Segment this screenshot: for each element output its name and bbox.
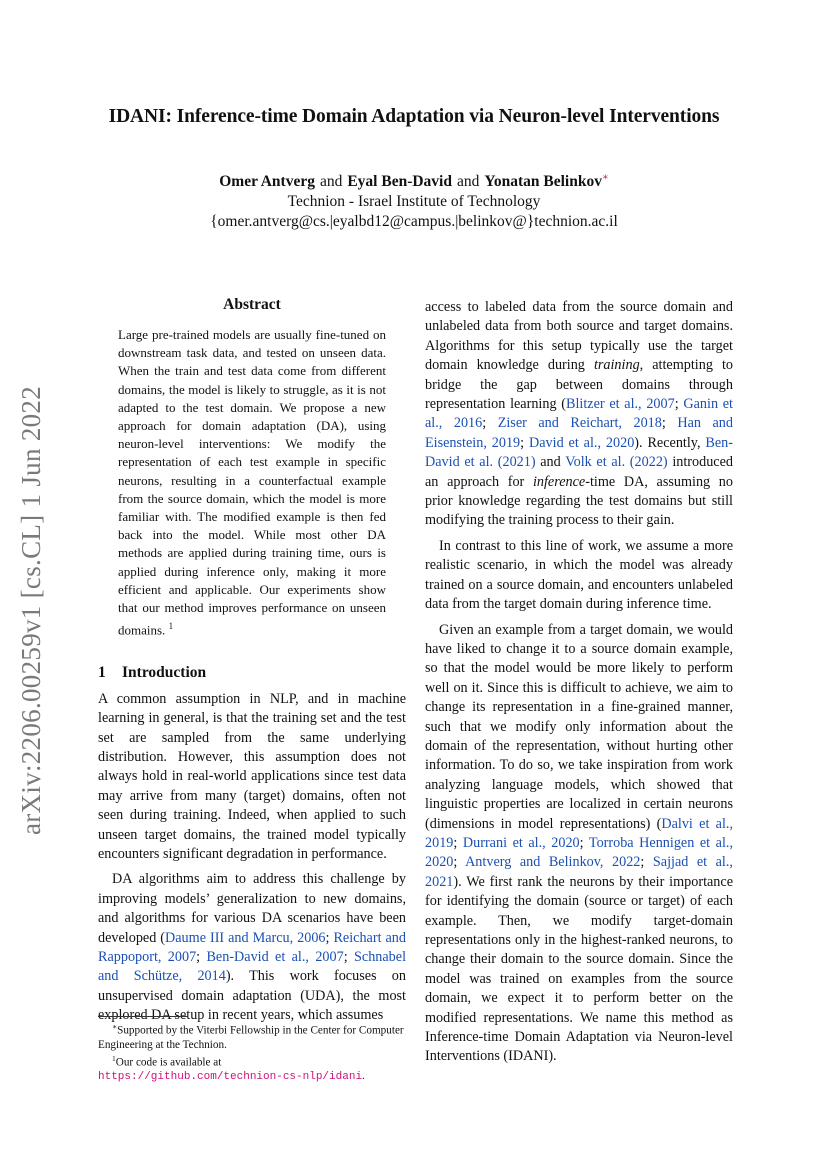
- citation-link[interactable]: Daume III and Marcu, 2006: [165, 929, 326, 946]
- author-name: Omer Antverg: [219, 173, 315, 191]
- left-column: [98, 296, 406, 1026]
- citation-link[interactable]: Ben-David et al., 2007: [206, 949, 344, 966]
- abstract-heading: Abstract: [223, 296, 281, 313]
- right-paragraph-3: Given an example from a target domain, we would have liked to change it to a source domain example, so that the model would be more likely to perform well on it. Since this is difficult to achieve, we aim to change its representation in a fine-grained manner, such that we modify only information about the domain of the representation, without hurting other information. To do so, we take inspiration from work analyzing language models, which showed that linguistic properties are localized in certain neurons (dimensions in model representations) (Dalvi et al., 2019; Durrani et al., 2020; Torroba Hennigen et al., 2020; Antverg and Belinkov, 2022; Sajjad et al., 2021). We first rank the neurons by their importance for identifying the domain (source or target) of each example. Then, we modify target-domain representations only in the highest-ranked neurons, to change their domain to the source domain. Since the model was trained on examples from the source domain, we expect it to perform better on the modified representations. We name this method as Inference-time Domain Adaptation via Neuron-level Interventions (IDANI).: [425, 621, 734, 1065]
- citation-link[interactable]: Torroba Hennigen et al., 2020: [425, 834, 733, 871]
- author-name: Eyal Ben-David: [347, 173, 452, 191]
- section-number: 1: [98, 663, 106, 681]
- code-url-link[interactable]: https://github.com/technion-cs-nlp/idani: [98, 1071, 363, 1084]
- affiliation: Technion - Israel Institute of Technology: [287, 193, 541, 211]
- citation-link[interactable]: Durrani et al., 2020: [462, 834, 580, 851]
- footnote-ref[interactable]: 1: [168, 621, 174, 632]
- citation-link[interactable]: Antverg and Belinkov, 2022: [465, 854, 641, 871]
- intro-paragraph-2: DA algorithms aim to address this challenge by improving models’ generalization to new domains, and algorithms for various DA scenarios have been developed (Daume III and Marcu, 2006; Reichart and Rappoport, 2007; Ben-David et al., 2007; Schnabel and Schütze, 2014). This work focuses on unsupervised domain adaptation (UDA), the most explored DA setup in recent years, which assumes: [98, 871, 407, 1024]
- author-emails: {omer.antverg@cs.|eyalbd12@campus.|belinkov@}technion.ac.il: [210, 213, 618, 231]
- citation-link[interactable]: Blitzer et al., 2007: [566, 396, 675, 413]
- author-footnote-mark: ∗: [601, 172, 609, 183]
- section-title: Introduction: [122, 663, 207, 681]
- author-names: [60, 168, 768, 192]
- author-connector: and: [456, 173, 480, 191]
- author-name: Yonatan Belinkov: [484, 173, 602, 191]
- citation-link[interactable]: Sajjad et al., 2021: [425, 854, 733, 890]
- citation-link[interactable]: Ganin et al., 2016: [425, 396, 733, 432]
- right-paragraph-2: In contrast to this line of work, we assume a more realistic scenario, in which the model was already trained on a source domain, and encounters unlabeled data from the target domain during inference time.: [425, 537, 733, 613]
- abstract-text: [118, 326, 386, 640]
- footnote-code: $^1$Our code is available at https://github.com/technion-cs-nlp/idani.: [98, 1053, 365, 1084]
- citation-link[interactable]: Reichart and Rappoport, 2007: [98, 929, 406, 966]
- right-paragraph-1: access to labeled data from the source domain and unlabeled data from both source and target domains. Algorithms for this setup typically use the target domain knowledge during training, attempting to bridge the gap between domains through representation learning (Blitzer et al., 2007; Ganin et al., 2016; Ziser and Reichart, 2018; Han and Eisenstein, 2019; David et al., 2020). Recently, Ben-David et al. (2021) and Volk et al. (2022) introduced an approach for inference-time DA, assuming no prior knowledge regarding the test domains but still modifying the training process to their gain.: [425, 299, 733, 529]
- citation-link[interactable]: Han and Eisenstein, 2019: [425, 415, 733, 451]
- right-column: [425, 298, 733, 1067]
- abstract-body: Large pre-trained models are usually fine-tuned on downstream task data, and tested on unseen data. When the train and test data come from different domains, the model is likely to struggle, as it is not adapted to the test domain. We propose a new approach for domain adaptation (DA), using neuron-level interventions: We modify the representation of each test example in specific neurons, resulting in a counterfactual example from the source domain, which the model is more familiar with. The modified example is then fed back into the model. While most other DA methods are applied during training time, ours is applied during inference only, making it more efficient and applicable. Our experiments show that our method improves performance on unseen domains.: [118, 327, 386, 638]
- author-connector: and: [319, 173, 343, 191]
- arxiv-sidebar-stamp: [8, 380, 56, 840]
- citation-link[interactable]: David et al., 2020: [528, 434, 635, 451]
- footnotes: [98, 1016, 406, 1084]
- citation-link[interactable]: Schnabel and Schütze, 2014: [98, 949, 407, 985]
- citation-link[interactable]: Dalvi et al., 2019: [425, 815, 734, 851]
- arxiv-identifier: arXiv:2206.00259v1 [cs.CL] 1 Jun 2022: [16, 385, 47, 835]
- citation-link[interactable]: Ziser and Reichart, 2018: [497, 415, 662, 432]
- footnote-funding: ∗Supported by the Viterbi Fellowship in the Center for Computer Engineering at the Technion.: [98, 1022, 404, 1051]
- author-block: [60, 168, 768, 232]
- intro-paragraph-1: A common assumption in NLP, and in machine learning in general, is that the training set and the test set are sampled from the same underlying distribution. However, this assumption does not always hold in real-world applications since test data may arrive from many (target) domains, often not seen during training. Indeed, when applied to such unseen target domains, the trained model typically encounters significant degradation in performance.: [98, 690, 406, 863]
- footnote-rule: [98, 1016, 188, 1017]
- paper-title: IDANI: Inference-time Domain Adaptation via Neuron-level Interventions: [108, 106, 720, 127]
- section-heading-introduction: [98, 664, 406, 682]
- citation-link[interactable]: Ben-David et al. (2021): [425, 434, 733, 471]
- citation-link[interactable]: Volk et al. (2022): [565, 454, 668, 471]
